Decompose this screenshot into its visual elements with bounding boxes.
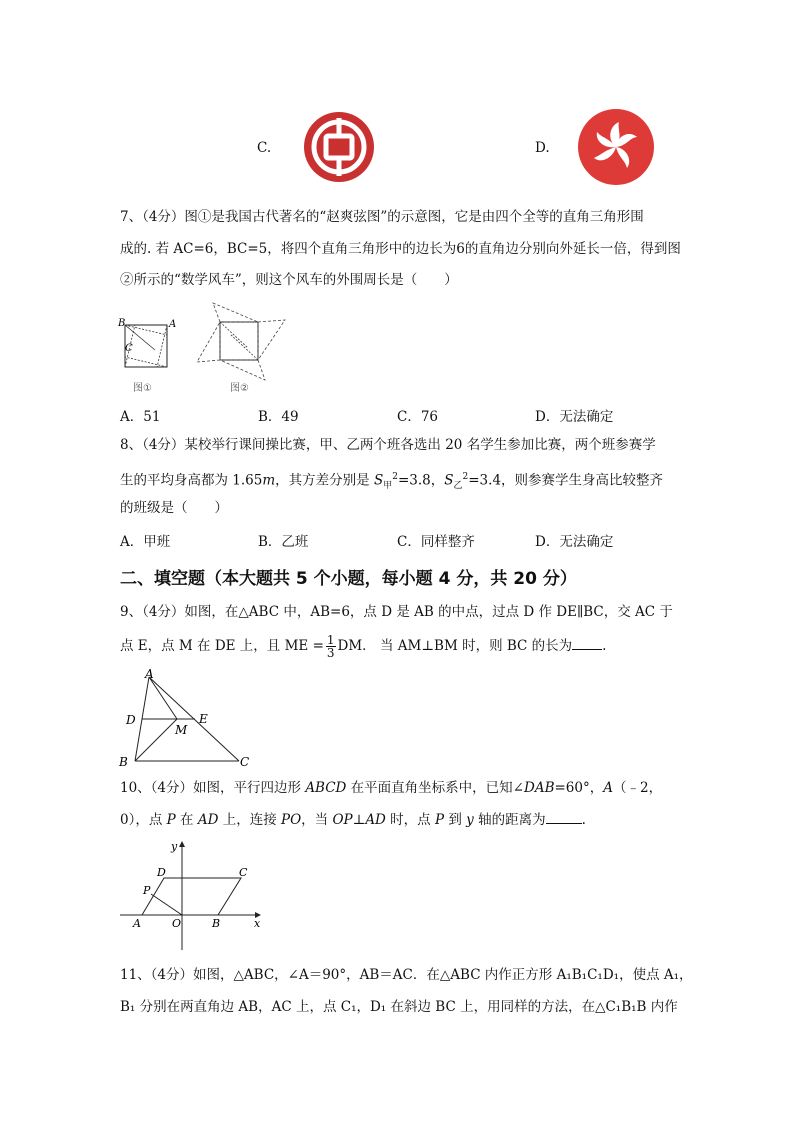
q8-option-c: C．同样整齐 xyxy=(397,534,475,550)
q7-option-c: C．76 xyxy=(397,409,439,425)
q10-label-x: x xyxy=(254,917,261,930)
q9-answer-blank xyxy=(572,637,602,650)
q11-line1: 11、（4分）如图，△ABC，∠A＝90°，AB＝AC．在△ABC 内作正方形 A₁B₁C₁D₁，使点 A₁， xyxy=(120,967,693,983)
q7-line3: ②所示的“数学风车”，则这个风车的外围周长是（ ） xyxy=(120,272,458,288)
q10-answer-blank xyxy=(546,811,582,824)
fig1-caption: 图① xyxy=(133,383,152,394)
section-2-title: 二、填空题（本大题共 5 个小题，每小题 4 分，共 20 分） xyxy=(120,569,577,589)
fig1-label-a: A xyxy=(169,319,177,330)
q10-line2: 0），点 P 在 AD 上，连接 PO，当 OP⊥AD 时，点 P 到 y 轴的距离为 . xyxy=(120,812,586,828)
q7-figure-2 xyxy=(197,303,285,394)
q9-label-d: D xyxy=(126,713,136,727)
q9-triangle-figure xyxy=(115,668,255,768)
q8-option-a: A．甲班 xyxy=(120,534,171,550)
q8-option-d: D．无法确定 xyxy=(535,534,614,550)
q7-line2: 成的. 若 AC=6，BC=5，将四个直角三角形中的边长为6的直角边分别向外延长一倍，得到图 xyxy=(120,241,681,257)
q7-option-a: A．51 xyxy=(120,409,161,425)
q10-line1: 10、（4分）如图，平行四边形 ABCD 在平面直角坐标系中，已知∠DAB=60°，A（﹣2， xyxy=(120,780,663,796)
fig1-label-c: C xyxy=(125,343,133,354)
q9-line2: 点 E，点 M 在 DE 上，且 ME = $\frac{1}{3}$ DM． 当 AM⊥BM 时，则 BC 的长为 . xyxy=(120,633,607,660)
q10-label-d: D xyxy=(157,866,166,879)
q8-line2: 生的平均身高都为 1.65m，其方差分别是 $S_甲^2=3.8$，$S_乙^2=3.4$，则参赛学生身高比较整齐 xyxy=(120,472,664,492)
q9-label-c: C xyxy=(240,755,250,768)
q7-option-d: D．无法确定 xyxy=(535,409,614,425)
q7-line1: 7、（4分）图①是我国古代著名的“赵爽弦图”的示意图，它是由四个全等的直角三角形围 xyxy=(120,209,644,225)
q7-option-b: B．49 xyxy=(258,409,299,425)
q11-line2: B₁ 分别在两直角边 AB，AC 上，点 C₁，D₁ 在斜边 BC 上，用同样的方法，在△C₁B₁B 内作 xyxy=(120,999,678,1015)
q9-label-e: E xyxy=(199,712,208,726)
q10-label-b: B xyxy=(212,917,221,930)
bauhinia-flag-icon xyxy=(577,108,655,186)
q9-label-m: M xyxy=(175,723,188,737)
q10-label-o: O xyxy=(172,917,182,930)
fig1-label-b: B xyxy=(118,318,126,329)
bank-logo-icon xyxy=(302,110,376,184)
q7-figure-1 xyxy=(117,318,176,394)
option-d-label: D. xyxy=(535,140,550,156)
fraction-one-third: $\frac{1}{3}$ xyxy=(326,633,335,660)
q8-line1: 8、（4分）某校举行课间操比赛，甲、乙两个班各选出 20 名学生参加比赛，两个班参赛学 xyxy=(120,437,656,453)
fig2-caption: 图② xyxy=(230,383,249,394)
q10-label-a: A xyxy=(133,917,141,930)
q8-line3: 的班级是（ ） xyxy=(120,500,228,516)
q9-line1: 9、（4分）如图，在△ABC 中，AB=6，点 D 是 AB 的中点，过点 D 作 DE∥BC，交 AC 于 xyxy=(120,604,673,620)
q8-option-b: B．乙班 xyxy=(258,534,309,550)
q9-label-a: A xyxy=(145,668,154,681)
q10-label-y: y xyxy=(171,840,178,853)
option-c-label: C. xyxy=(257,140,272,156)
q10-label-p: P xyxy=(143,884,151,897)
q7-figures xyxy=(115,300,290,400)
q10-label-c: C xyxy=(239,866,248,879)
q9-label-b: B xyxy=(119,755,128,768)
q10-coordinate-figure xyxy=(115,838,265,953)
